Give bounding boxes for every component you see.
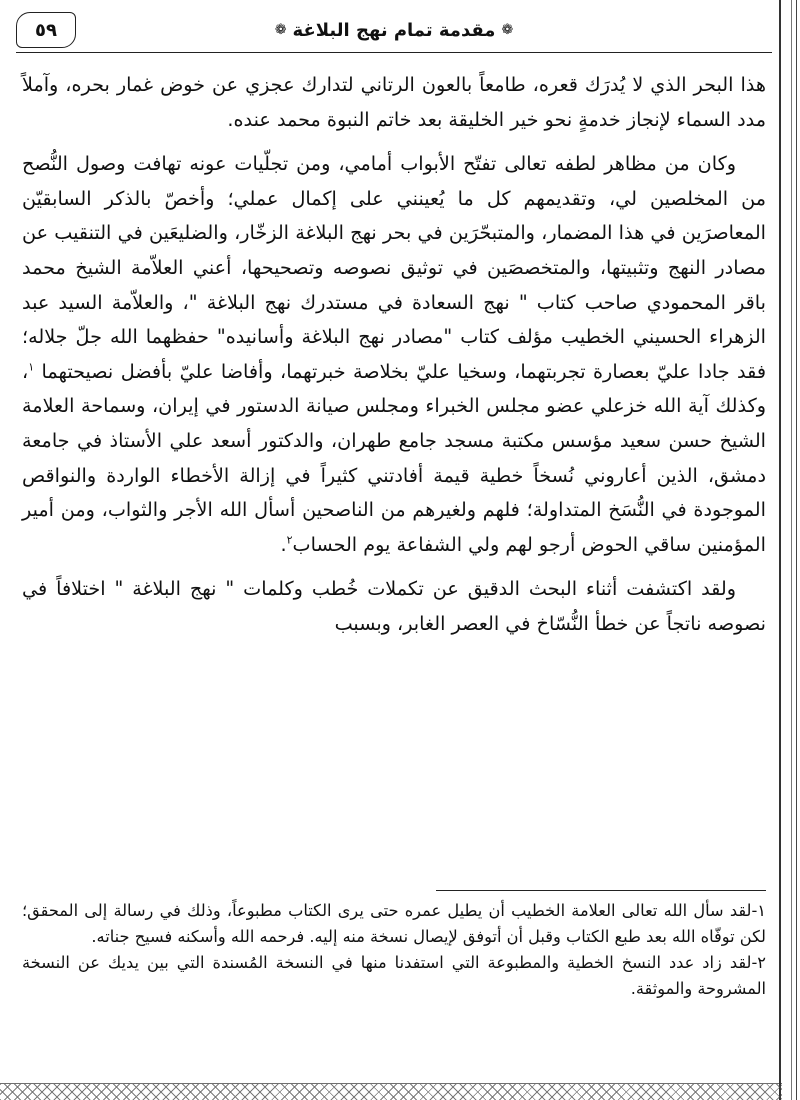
binding-edge [779,0,792,1100]
bottom-ornamental-border [0,1083,782,1100]
flower-ornament-icon: ❁ [274,22,287,38]
footnote-1 [22,898,766,950]
paragraph-2-continuation: ، وكذلك آية الله خزعلي عضو مجلس الخبراء ومجلس صيانة الدستور في إيران، وسماحة العلامة الشيخ حسن سعيد مؤسس مكتبة مسجد جامع طهران، والدكتور أسعد علي الأستاذ في جامعة دمشق، الذين أعاروني نُسخاً خطية قيمة أفادتني كثيراً في إزالة الأخطاء الواردة والنواقص الموجودة في النُّسَخ المتداولة؛ فلهم ولغيرهم من الناصحين أسأل الله الأجر والثواب، ومن أمير المؤمنين ساقي الحوض أرجو لهم ولي الشفاعة يوم الحساب [22,359,766,556]
page-header-title: مقدمة تمام نهج البلاغة [292,19,496,41]
footnote-ref-2: ٢ [286,533,293,547]
binding-line [796,0,797,1100]
footnote-ref-1: ١ [28,360,35,374]
main-text [22,68,766,642]
footnote-text: لقد سأل الله تعالى العلامة الخطيب أن يطيل عمره حتى يرى الكتاب مطبوعاً، وذلك في رسالة إلى المحقق؛ لكن توفّاه الله بعد طبع الكتاب وقبل أن أتوفق لإيصال نسخة منه إليه. فرحمه الله وأسكنه فسيح جناته. [22,901,766,946]
paragraph-3: ولقد اكتشفت أثناء البحث الدقيق عن تكملات خُطب وكلمات " نهج البلاغة " اختلافاً في نصوصه ناتجاً عن خطأ النُّسّاخ في العصر الغابر، وبسبب [22,577,766,635]
paragraph-2: وكان من مظاهر لطفه تعالى تفتّح الأبواب أمامي، ومن تجلّيات عونه تهافت وصول النُّصح من المخلصين لي، وتقديمهم كل ما يُعينني على إكمال عملي؛ وأخصّ بالذكر السابقيّن المعاصرَين في هذا المضمار، والمتبحّرَين في بحر نهج البلاغة الزخّار، والضليعَين في التنقيب عن مصادر النهج وتثبيتها، والمتخصصَين في توثيق نصوصه وتصحيحها، أعني العلاّمة الشيخ محمد باقر المحمودي صاحب كتاب " نهج السعادة في مستدرك نهج البلاغة "، والعلاّمة السيد عبد الزهراء الحسيني الخطيب مؤلف كتاب "مصادر نهج البلاغة وأسانيده" حفظهما الله جلّ جلاله؛ فقد جادا عليّ بعصارة تجربتهما، وسخيا عليّ بخلاصة خبرتهما، وأفاضا عليّ بأفضل نصيحتهما $^١$، وكذلك آية الله خزعلي عضو مجلس الخبراء ومجلس صيانة الدستور في إيران، وسماحة العلامة الشيخ حسن سعيد مؤسس مكتبة مسجد جامع طهران، والدكتور أسعد علي الأستاذ في جامعة دمشق، الذين أعاروني نُسخاً خطية قيمة أفادتني كثيراً في إزالة الأخطاء الواردة والنواقص الموجودة في النُّسَخ المتداولة؛ فلهم ولغيرهم من الناصحين أسأل الله الأجر والثواب، ومن أمير المؤمنين ساقي الحوض أرجو لهم ولي الشفاعة يوم الحساب$^٢$. [22,152,766,556]
header-title-group [275,20,513,41]
page-number: ٥٩ [16,12,76,48]
footnote-text: لقد زاد عدد النسخ الخطية والمطبوعة التي استفدنا منها في النسخة المُسندة التي بين يديك عن النسخة المشروحة والموثقة. [22,953,766,998]
flower-ornament-icon: ❁ [501,22,514,38]
running-header [16,8,772,52]
paragraph-1: هذا البحر الذي لا يُدرَك قعره، طامعاً بالعون الرتاني لتدارك عجزي عن خوض غمار بحره، وآملاً مدد السماء لإنجاز خدمةٍ نحو خير الخليقة بعد خاتم النبوة محمد عنده. [22,73,766,131]
footnote-number: ٢- [751,953,766,972]
footnote-2 [22,950,766,1002]
footnotes [22,898,766,1002]
header-rule [16,52,772,53]
footnote-number: ١- [751,901,766,920]
footnote-separator [436,890,766,891]
paragraph-2-text: وكان من مظاهر لطفه تعالى تفتّح الأبواب أمامي، ومن تجلّيات عونه تهافت وصول النُّصح من المخلصين لي، وتقديمهم كل ما يُعينني على إكمال عملي؛ وأخصّ بالذكر السابقيّن المعاصرَين في هذا المضمار، والمتبحّرَين في بحر نهج البلاغة الزخّار، والضليعَين في التنقيب عن مصادر النهج وتثبيتها، والمتخصصَين في توثيق نصوصه وتصحيحها، أعني العلاّمة الشيخ محمد باقر المحمودي صاحب كتاب " نهج السعادة في مستدرك نهج البلاغة "، والعلاّمة السيد عبد الزهراء الحسيني الخطيب مؤلف كتاب "مصادر نهج البلاغة وأسانيده" حفظهما الله جلّ جلاله؛ فقد جادا عليّ بعصارة تجربتهما، وسخيا عليّ بخلاصة خبرتهما، وأفاضا عليّ بأفضل نصيحتهما [22,152,766,383]
